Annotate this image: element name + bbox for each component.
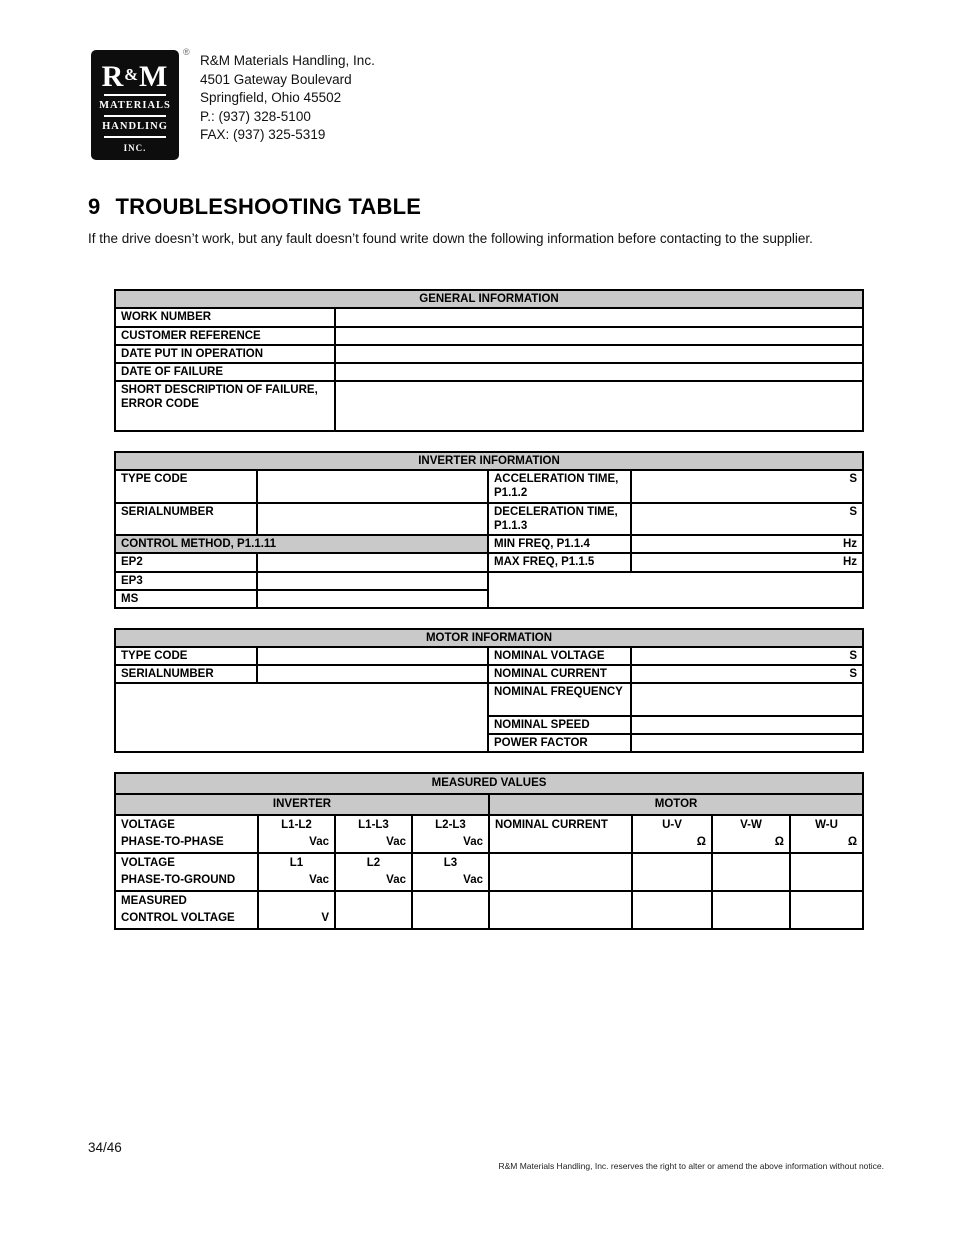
row-label: EP3 [115,572,257,590]
row-label: WORK NUMBER [115,308,335,327]
value-cell [712,891,790,929]
row-label: POWER FACTOR [488,734,631,752]
row-label: SERIALNUMBER [115,665,257,683]
row-label: NOMINAL FREQUENCY [488,683,631,716]
logo-divider [104,94,166,96]
table-title: MOTOR INFORMATION [115,629,863,647]
value-cell [335,363,863,381]
value-cell [489,891,632,929]
value-cell: V-W Ω [712,815,790,853]
value-cell: L1-L3 Vac [335,815,412,853]
intro-paragraph: If the drive doesn’t work, but any fault doesn’t found write down the following information before contacting to the supplier. [88,231,813,246]
value-cell: L3 Vac [412,853,489,891]
value-cell: V [258,891,335,929]
motor-information-table [114,628,864,753]
row-label: MS [115,590,257,608]
value-cell [257,503,488,535]
value-cell-with-unit: S [631,665,863,683]
rm-logo [91,50,179,160]
value-cell-with-unit: S [631,647,863,665]
logo-handling-text: HANDLING [102,120,168,132]
address-line: FAX: (937) 325-5319 [200,127,326,142]
address-line: R&M Materials Handling, Inc. [200,53,375,68]
row-label: NOMINAL VOLTAGE [488,647,631,665]
value-cell-with-unit: Hz [631,553,863,572]
value-cell [790,853,863,891]
row-label: DATE OF FAILURE [115,363,335,381]
section-title: TROUBLESHOOTING TABLE [115,194,422,219]
row-label: CONTROL METHOD, P1.1.11 [115,535,488,553]
value-cell [257,647,488,665]
footer-disclaimer: R&M Materials Handling, Inc. reserves the right to alter or amend the above information without notice. [498,1161,884,1171]
row-label: NOMINAL CURRENT [488,665,631,683]
address-line: Springfield, Ohio 45502 [200,90,342,105]
value-cell [632,891,712,929]
table-title: GENERAL INFORMATION [115,290,863,308]
logo-inc-text: INC. [123,142,147,153]
value-cell: W-U Ω [790,815,863,853]
value-cell [335,381,863,431]
empty-cell [115,683,488,752]
value-cell [631,734,863,752]
value-cell [257,665,488,683]
value-cell: L1-L2 Vac [258,815,335,853]
row-label: DECELERATION TIME, P1.1.3 [488,503,631,535]
value-cell: U-V Ω [632,815,712,853]
general-information-table [114,289,864,432]
value-cell: L1 Vac [258,853,335,891]
logo-ampersand: & [124,65,140,84]
motor-section-header: MOTOR [489,794,863,815]
measured-values-table [114,772,864,930]
value-cell [631,683,863,716]
row-label: TYPE CODE [115,647,257,665]
row-label: SHORT DESCRIPTION OF FAILURE, ERROR CODE [115,381,335,431]
logo-divider [104,115,166,117]
value-cell [712,853,790,891]
value-cell: L2-L3 Vac [412,815,489,853]
value-cell [257,470,488,503]
value-cell [335,891,412,929]
inverter-section-header: INVERTER [115,794,489,815]
row-label: EP2 [115,553,257,572]
row-label: NOMINAL CURRENT [489,815,632,853]
value-cell [335,308,863,327]
address-line: P.: (937) 328-5100 [200,108,311,124]
company-address [200,52,375,145]
row-label: DATE PUT IN OPERATION [115,345,335,363]
empty-cell [488,572,863,608]
inverter-information-table [114,451,864,609]
value-cell [335,345,863,363]
row-label: VOLTAGE PHASE-TO-PHASE [115,815,258,853]
row-label: ACCELERATION TIME, P1.1.2 [488,470,631,503]
row-label: MIN FREQ, P1.1.4 [488,535,631,553]
value-cell [489,853,632,891]
value-cell [257,572,488,590]
logo-divider [104,136,166,138]
logo-rm-text: R&M [101,59,169,93]
registered-trademark-icon: ® [183,47,190,57]
section-heading [88,194,421,220]
page-number: 34/46 [88,1140,122,1155]
value-cell-with-unit: Hz [631,535,863,553]
table-title: MEASURED VALUES [115,773,863,794]
row-label: MAX FREQ, P1.1.5 [488,553,631,572]
row-label: SERIALNUMBER [115,503,257,535]
value-cell-with-unit: S [631,470,863,503]
section-number: 9 [88,194,101,219]
row-label: MEASURED CONTROL VOLTAGE [115,891,258,929]
value-cell [257,590,488,608]
table-title: INVERTER INFORMATION [115,452,863,470]
value-cell: L2 Vac [335,853,412,891]
value-cell [412,891,489,929]
value-cell-with-unit: S [631,503,863,535]
value-cell [790,891,863,929]
value-cell [257,553,488,572]
value-cell [631,716,863,734]
value-cell [632,853,712,891]
value-cell [335,327,863,345]
row-label: TYPE CODE [115,470,257,503]
row-label: VOLTAGE PHASE-TO-GROUND [115,853,258,891]
logo-materials-text: MATERIALS [99,99,171,111]
row-label: NOMINAL SPEED [488,716,631,734]
row-label: CUSTOMER REFERENCE [115,327,335,345]
address-line: 4501 Gateway Boulevard [200,71,352,87]
